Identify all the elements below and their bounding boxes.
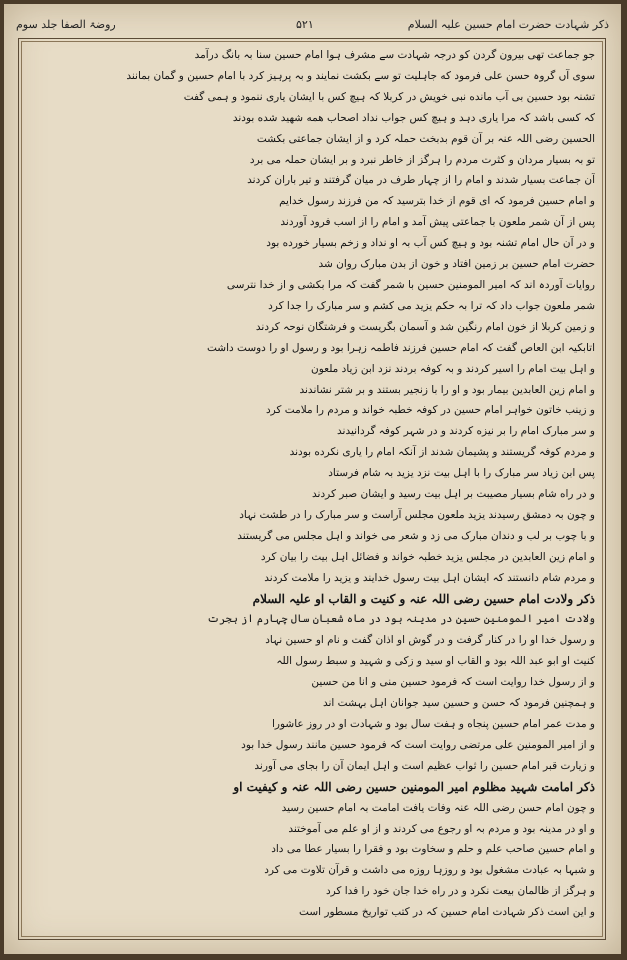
text-line: سوی آں گروہ حسن علی فرمود که جاہلیت تو سے بکشت نمایند و بہ پرہیز کرد با امام حسین و گمان بمانند — [126, 69, 595, 82]
text-line: کنیت او ابو عبد اللہ بود و القاب او سید و زکی و شہید و سبط رسول اللہ — [276, 655, 595, 668]
book-title: روضۃ الصفا جلد سوم — [16, 18, 116, 31]
text-line: و چون بہ دمشق رسیدند یزید ملعون مجلس آراست و سر مبارک را در طشت نہاد — [239, 508, 595, 521]
text-line: ذکر ولادت امام حسین رضی اللہ عنہ و کنیت و القاب او علیہ السلام — [252, 591, 595, 606]
text-line: و ہرگز از ظالمان بیعت نکرد و در راه خدا جان خود را فدا کرد — [325, 885, 595, 898]
text-line: و از امیر المومنین علی مرتضی روایت است کہ فرمود حسین مانند رسول خدا بود — [241, 738, 595, 751]
text-line: جو جماعت تھی بیرون گردن کو درجہ شہادت سے مشرف ہوا امام حسین سنا بہ بانگ درآمد — [194, 49, 595, 61]
text-line: و امام حسین فرمود کہ ای قوم از خدا بترسید کہ من فرزند رسول خدایم — [279, 195, 595, 208]
text-line: و چون امام حسن رضی اللہ عنہ وفات یافت امامت بہ امام حسین رسید — [281, 801, 595, 814]
text-line: و مردم کوفہ گریستند و پشیمان شدند از آنکہ امام را یاری نکرده بودند — [289, 446, 595, 459]
text-line: و امام حسین صاحب علم و حلم و سخاوت بود و فقرا را بسیار عطا می داد — [271, 843, 595, 856]
text-line: پس ابن زیاد سر مبارک را با اہل بیت نزد یزید بہ شام فرستاد — [328, 467, 595, 480]
text-line: و امام زین العابدین بیمار بود و او را با زنجیر بستند و بر شتر نشاندند — [299, 383, 595, 396]
text-line: روایات آوردہ اند کہ امیر المومنین حسین با شمر گفت کہ مرا بکشی و از خدا نترسی — [226, 278, 595, 291]
text-line: پس از آن شمر ملعون با جماعتی پیش آمد و امام را از اسب فرود آوردند — [280, 216, 595, 229]
text-line: اتابکیہ ابن العاص گفت کہ امام حسین فرزند فاطمہ زہرا بود و رسول او را دوست داشت — [206, 341, 595, 354]
page-header — [16, 14, 609, 36]
text-line: کہ کسی باشد کہ مرا یاری دہد و ہیچ کس جواب نداد اصحاب همه شهید شده بودند — [232, 111, 595, 124]
text-line: و سر مبارک امام را بر نیزه کردند و در شہر کوفہ گردانیدند — [337, 425, 595, 438]
text-line: و زمین کربلا از خون امام رنگین شد و آسمان بگریست و فرشتگان نوحہ کردند — [255, 320, 595, 333]
text-line: و از رسول خدا روایت است کہ فرمود حسین منی و انا من حسین — [311, 676, 595, 689]
text-line: و مدت عمر امام حسین پنجاه و ہفت سال بود و شہادت او در روز عاشورا — [271, 718, 595, 730]
text-line: الحسین رضی اللہ عنہ بر آن قوم بدبخت حملہ کرد و از ایشان جماعتی بکشت — [256, 132, 595, 145]
text-line: حضرت امام حسین بر زمین افتاد و خون از بدن مبارک روان شد — [318, 258, 595, 271]
chapter-title: ذکر شہادت حضرت امام حسین علیہ السلام — [407, 18, 609, 31]
page-number: ۵۲۱ — [296, 18, 314, 31]
text-line: آن جماعت بسیار شدند و امام را از چہار طرف در میان گرفتند و تیر باران کردند — [247, 174, 595, 187]
body-text — [29, 45, 595, 933]
text-line: و اہل بیت امام را اسیر کردند و بہ کوفہ بردند نزد ابن زیاد ملعون — [311, 362, 595, 375]
text-line: و در راه شام بسیار مصیبت بر اہل بیت رسید و ایشان صبر کردند — [312, 488, 595, 501]
text-line: و زیارت قبر امام حسین را ثواب عظیم است و اہل ایمان آن را بجای می آورند — [254, 759, 595, 772]
text-line: تو بہ بسیار مردان و کثرت مردم را ہرگز از خاطر نبرد و بر ایشان حملہ می برد — [249, 153, 595, 166]
text-line: و این است ذکر شہادت امام حسین کہ در کتب تواریخ مسطور است — [299, 906, 595, 919]
text-frame — [18, 38, 606, 940]
text-line: و با چوب بر لب و دندان مبارک می زد و شعر می خواند و اہل مجلس می گریستند — [237, 529, 595, 542]
text-line: ذکر امامت شہید مظلوم امیر المومنین حسین رضی اللہ عنہ و کیفیت او — [233, 779, 595, 794]
text-line: شمر ملعون جواب داد کہ ترا بہ حکم یزید می کشم و سر مبارک را جدا کرد — [268, 299, 595, 312]
text-line: و مردم شام دانستند کہ ایشان اہل بیت رسول خدایند و یزید را ملامت کردند — [264, 571, 595, 584]
text-line: تشنہ بود حسین بی آب مانده نبی خویش در کربلا کہ ہیچ کس با ایشان یاری ننمود و ہمی گفت — [183, 90, 595, 103]
book-page — [4, 4, 621, 954]
text-line: و در آن حال امام تشنہ بود و ہیچ کس آب بہ او نداد و زخم بسیار خورده بود — [266, 237, 595, 250]
text-line: و ہمچنین فرمود کہ حسن و حسین سید جوانان اہل بہشت اند — [322, 697, 595, 710]
text-line: و او در مدینہ بود و مردم بہ او رجوع می کردند و از او علم می آموختند — [288, 822, 595, 835]
text-line: و شبہا بہ عبادت مشغول بود و روزہا روزه می داشت و قرآن تلاوت می کرد — [264, 864, 595, 877]
text-line: و زینب خاتون خواہر امام حسین در کوفہ خطبہ خواند و مردم را ملامت کرد — [265, 404, 595, 417]
text-line: ولادت امیر المومنین حسین در مدینہ بود در ماه شعبان سال چہارم از ہجرت — [207, 613, 595, 626]
text-line: و رسول خدا او را در کنار گرفت و در گوش او اذان گفت و نام او حسین نہاد — [265, 634, 595, 647]
text-line: و امام زین العابدین در مجلس یزید خطبہ خواند و فضائل اہل بیت را بیان کرد — [260, 550, 595, 563]
